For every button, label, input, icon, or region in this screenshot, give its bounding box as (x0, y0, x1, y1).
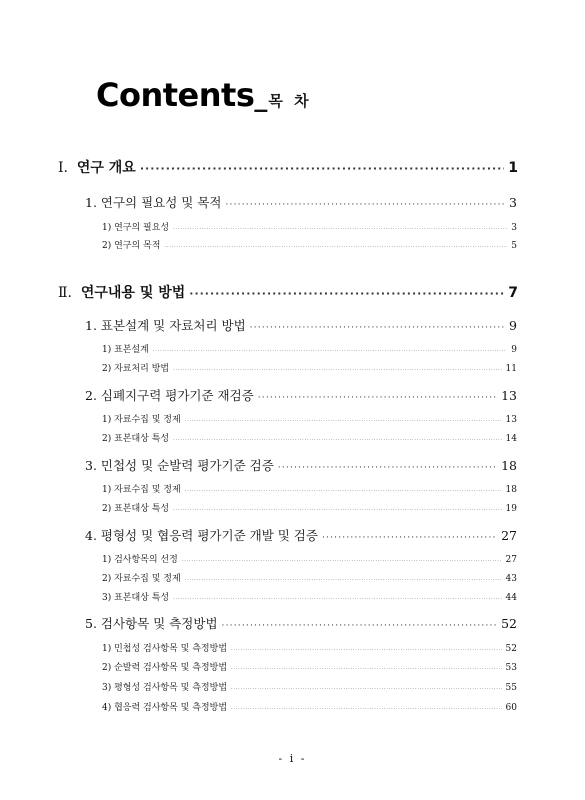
dot-leader (173, 226, 507, 232)
toc-subsection[interactable] (85, 456, 517, 474)
item-label: 2) 자료처리 방법 (102, 364, 170, 374)
page-title (96, 76, 312, 114)
title-underscore: _ (254, 83, 268, 113)
toc-item[interactable] (102, 501, 517, 514)
dot-leader (182, 558, 502, 564)
dot-leader (322, 533, 497, 543)
page-number: 3 (511, 223, 517, 233)
item-label: 2) 순발력 검사항목 및 측정방법 (102, 663, 228, 673)
toc-item[interactable] (102, 552, 517, 565)
dot-leader (250, 323, 505, 333)
page-number: 27 (501, 528, 517, 543)
dot-leader (185, 418, 502, 424)
toc-item[interactable] (102, 571, 517, 584)
dot-leader (140, 162, 504, 175)
subsection-label: 1. 표본설계 및 자료처리 방법 (85, 318, 246, 333)
section-label: 연구 개요 (76, 160, 136, 176)
page-number: 3 (509, 195, 517, 210)
dot-leader (173, 507, 501, 513)
page-number: 14 (505, 434, 517, 444)
dot-leader (231, 647, 502, 653)
page-number: 52 (505, 644, 517, 654)
section-number: Ⅰ. (58, 160, 68, 176)
item-label: 4) 협응력 검사항목 및 측정방법 (102, 703, 228, 713)
toc-subsection[interactable] (85, 614, 517, 632)
item-label: 1) 자료수집 및 정제 (102, 485, 181, 495)
toc-item[interactable] (102, 641, 517, 654)
subsection-label: 4. 평형성 및 협응력 평가기준 개발 및 검증 (85, 528, 318, 543)
toc-item[interactable] (102, 412, 517, 425)
toc-item[interactable] (102, 431, 517, 444)
dot-leader (231, 686, 502, 692)
dot-leader (164, 244, 507, 250)
title-main: Contents (96, 76, 255, 114)
page-number: 7 (508, 285, 518, 301)
subsection-label: 2. 심폐지구력 평가기준 재검증 (85, 388, 254, 403)
subsection-label: 3. 민첩성 및 순발력 평가기준 검증 (85, 458, 274, 473)
page-number: 11 (505, 364, 517, 374)
page-number: 19 (505, 504, 517, 514)
item-label: 1) 민첩성 검사항목 및 측정방법 (102, 644, 228, 654)
toc-item[interactable] (102, 220, 517, 233)
page-number: 52 (501, 616, 517, 631)
page-footer-number: - i - (278, 752, 307, 765)
page-number: 13 (505, 415, 517, 425)
toc-item[interactable] (102, 680, 517, 693)
toc-section[interactable] (58, 282, 518, 302)
item-label: 2) 표본대상 특성 (102, 504, 170, 514)
item-label: 1) 연구의 필요성 (102, 223, 170, 233)
item-label: 1) 자료수집 및 정제 (102, 415, 181, 425)
dot-leader (153, 348, 507, 354)
dot-leader (231, 666, 502, 672)
toc-item[interactable] (102, 590, 517, 603)
toc-item[interactable] (102, 660, 517, 673)
page-number: 55 (505, 683, 517, 693)
page-number: 9 (509, 318, 517, 333)
dot-leader (258, 393, 497, 403)
section-number: Ⅱ. (58, 285, 72, 301)
page-number: 18 (505, 485, 517, 495)
dot-leader (173, 437, 501, 443)
page-number: 9 (511, 345, 517, 355)
dot-leader (222, 621, 498, 631)
toc-item[interactable] (102, 482, 517, 495)
page-number: 44 (505, 593, 517, 603)
toc-item[interactable] (102, 700, 517, 713)
dot-leader (189, 287, 504, 300)
toc-item[interactable] (102, 238, 517, 251)
item-label: 2) 연구의 목적 (102, 241, 161, 251)
item-label: 3) 평형성 검사항목 및 측정방법 (102, 683, 228, 693)
title-sub: 목 차 (268, 92, 312, 110)
page-number: 1 (508, 160, 518, 176)
toc-section[interactable] (58, 157, 518, 177)
subsection-label: 5. 검사항목 및 측정방법 (85, 616, 218, 631)
item-label: 3) 표본대상 특성 (102, 593, 170, 603)
item-label: 1) 표본설계 (102, 345, 149, 355)
subsection-label: 1. 연구의 필요성 및 목적 (85, 195, 222, 210)
toc-item[interactable] (102, 361, 517, 374)
dot-leader (278, 463, 497, 473)
dot-leader (185, 577, 502, 583)
item-label: 2) 표본대상 특성 (102, 434, 170, 444)
page-number: 53 (505, 663, 517, 673)
toc-subsection[interactable] (85, 316, 517, 334)
page-number: 13 (501, 388, 517, 403)
dot-leader (226, 200, 506, 210)
item-label: 2) 자료수집 및 정제 (102, 574, 181, 584)
page-number: 43 (505, 574, 517, 584)
toc-subsection[interactable] (85, 526, 517, 544)
dot-leader (231, 706, 502, 712)
page-number: 5 (511, 241, 517, 251)
page-number: 60 (505, 703, 517, 713)
toc-item[interactable] (102, 342, 517, 355)
item-label: 1) 검사항목의 선정 (102, 555, 178, 565)
dot-leader (173, 367, 501, 373)
page-number: 18 (501, 458, 517, 473)
section-label: 연구내용 및 방법 (80, 285, 186, 301)
dot-leader (185, 488, 502, 494)
dot-leader (173, 596, 501, 602)
page-number: 27 (505, 555, 517, 565)
toc-subsection[interactable] (85, 386, 517, 404)
toc-subsection[interactable] (85, 193, 517, 211)
